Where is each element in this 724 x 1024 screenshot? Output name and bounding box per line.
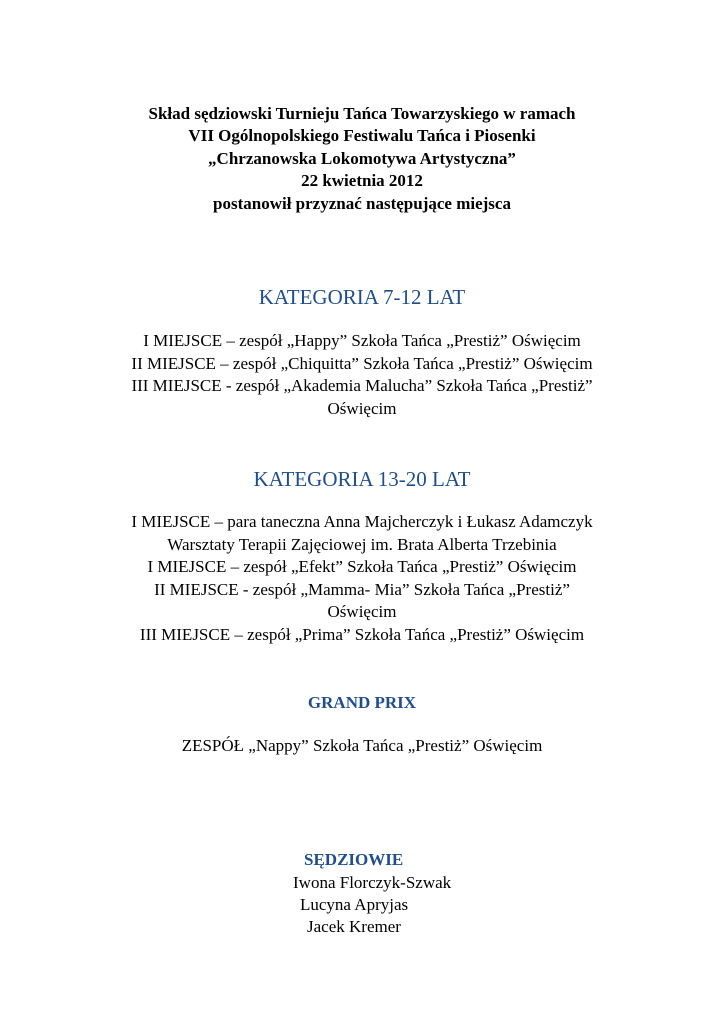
- category-1-entries: [0, 330, 724, 420]
- header-line-2: VII Ogólnopolskiego Festiwalu Tańca i Piosenki: [188, 126, 536, 146]
- header-line-5: postanowił przyznać następujące miejsca: [213, 193, 511, 213]
- list-item: II MIEJSCE – zespół „Chiquitta” Szkoła Tańca „Prestiż” Oświęcim: [131, 353, 593, 373]
- list-item: II MIEJSCE - zespół „Mamma- Mia” Szkoła Tańca „Prestiż”: [154, 579, 570, 599]
- list-item: III MIEJSCE - zespół „Akademia Malucha” Szkoła Tańca „Prestiż”: [131, 376, 593, 396]
- category-2-entries: [0, 511, 724, 647]
- list-item: Warsztaty Terapii Zajęciowej im. Brata Alberta Trzebinia: [167, 534, 557, 554]
- header-line-3: „Chrzanowska Lokomotywa Artystyczna”: [208, 148, 516, 168]
- judge-name-2: Lucyna Apryjas: [300, 895, 409, 914]
- judge-name-1: Iwona Florczyk-Szwak: [293, 873, 452, 892]
- list-item: Oświęcim: [327, 398, 397, 418]
- grand-prix-title: GRAND PRIX: [307, 693, 417, 712]
- list-item: I MIEJSCE – zespół „Happy” Szkoła Tańca „Prestiż” Oświęcim: [143, 331, 581, 350]
- header-line-1: Skład sędziowski Turnieju Tańca Towarzyskiego w ramach: [148, 104, 576, 123]
- document-header: [0, 103, 724, 215]
- judge-name-3: Jacek Kremer: [307, 917, 401, 936]
- header-date: 22 kwietnia 2012: [301, 171, 423, 191]
- list-item: Oświęcim: [327, 602, 397, 622]
- list-item: III MIEJSCE – zespół „Prima” Szkoła Tańca „Prestiż” Oświęcim: [139, 624, 585, 644]
- judges-title: SĘDZIOWIE: [304, 850, 404, 869]
- grand-prix-entry: ZESPÓŁ „Nappy” Szkoła Tańca „Prestiż” Oświęcim: [181, 736, 543, 755]
- list-item: I MIEJSCE – zespół „Efekt” Szkoła Tańca „Prestiż” Oświęcim: [147, 557, 577, 577]
- list-item: I MIEJSCE – para taneczna Anna Majcherczyk i Łukasz Adamczyk: [131, 512, 593, 531]
- category-1-title: KATEGORIA 7-12 LAT: [258, 285, 466, 309]
- category-2-title: KATEGORIA 13-20 LAT: [253, 467, 471, 491]
